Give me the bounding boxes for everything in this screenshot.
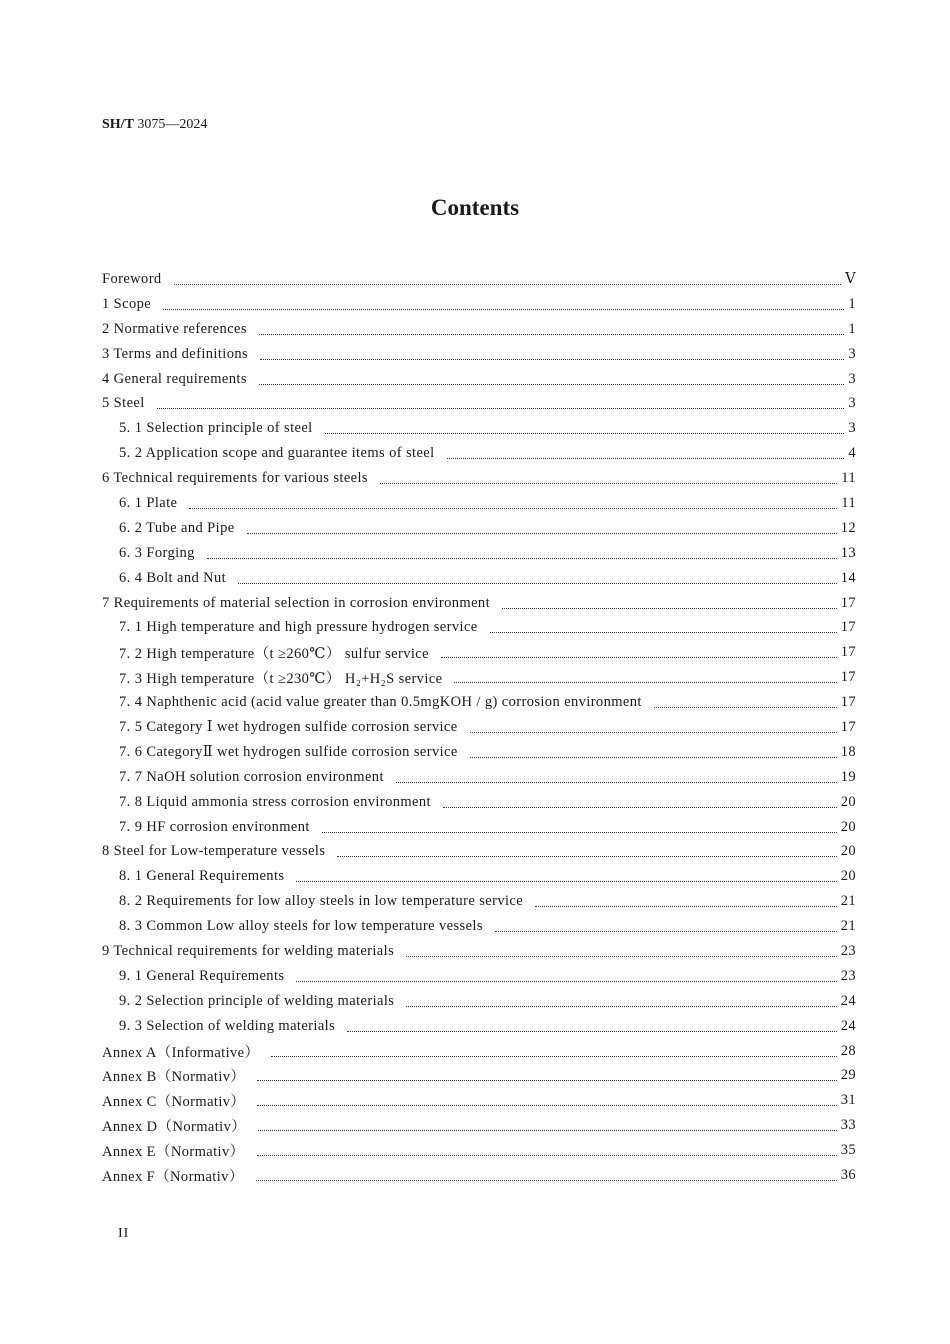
toc-entry-label: 9 Technical requirements for welding materials: [102, 942, 395, 959]
dot-leader: [207, 558, 837, 559]
toc-entry[interactable]: [102, 740, 856, 765]
dot-leader: [470, 757, 837, 758]
toc-entry-label: 9. 2 Selection principle of welding materials: [119, 992, 395, 1009]
toc-entry-label: 9. 1 General Requirements: [119, 967, 285, 984]
dot-leader: [174, 284, 842, 285]
toc-entry-page: 3: [848, 420, 856, 437]
toc-entry[interactable]: [102, 815, 856, 840]
toc-entry[interactable]: [102, 466, 856, 491]
toc-entry-label: 1 Scope: [102, 295, 152, 312]
dot-leader: [258, 1130, 837, 1131]
dot-leader: [470, 732, 837, 733]
toc-entry-label: 4 General requirements: [102, 370, 247, 387]
toc-entry[interactable]: [102, 1113, 856, 1138]
toc-entry-label: 7. 7 NaOH solution corrosion environment: [119, 768, 384, 785]
toc-entry-label: 8. 2 Requirements for low alloy steels in low temperature service: [119, 893, 524, 910]
toc-entry-page: 19: [840, 768, 856, 785]
toc-entry-label: 9. 3 Selection of welding materials: [119, 1017, 336, 1034]
toc-entry-label: 7. 2 High temperature（t ≥260℃） sulfur service: [119, 646, 429, 663]
toc-entry-page: 21: [840, 893, 856, 910]
dot-leader: [256, 1180, 837, 1181]
toc-entry[interactable]: [102, 1014, 856, 1039]
toc-entry-page: 17: [840, 594, 856, 611]
toc-entry[interactable]: [102, 1163, 856, 1188]
toc-entry-label: 7. 8 Liquid ammonia stress corrosion environment: [119, 793, 431, 810]
toc-entry[interactable]: [102, 889, 856, 914]
toc-entry[interactable]: [102, 765, 856, 790]
toc-entry-page: 14: [840, 569, 856, 586]
toc-entry-label: 3 Terms and definitions: [102, 345, 249, 362]
toc-entry-page: 12: [840, 519, 856, 536]
dot-leader: [271, 1056, 836, 1057]
toc-entry[interactable]: [102, 317, 856, 342]
toc-entry[interactable]: [102, 939, 856, 964]
dot-leader: [260, 359, 844, 360]
toc-entry[interactable]: [102, 441, 856, 466]
toc-entry-page: 17: [840, 669, 856, 686]
toc-entry-page: 23: [840, 942, 856, 959]
dot-leader: [447, 458, 845, 459]
toc-entry-page: 17: [840, 694, 856, 711]
document-code-prefix: SH/T: [102, 117, 134, 132]
dot-leader: [380, 483, 837, 484]
toc-entry-label: 2 Normative references: [102, 320, 247, 337]
toc-entry-label: 5. 2 Application scope and guarantee items of steel: [119, 445, 435, 462]
dot-leader: [247, 533, 837, 534]
dot-leader: [406, 956, 837, 957]
dot-leader: [495, 931, 837, 932]
toc-entry[interactable]: [102, 416, 856, 441]
toc-entry-page: 13: [840, 544, 856, 561]
toc-entry[interactable]: [102, 566, 856, 591]
dot-leader: [296, 881, 836, 882]
dot-leader: [238, 583, 837, 584]
toc-entry-label: 6. 4 Bolt and Nut: [119, 569, 227, 586]
toc-entry-page: 18: [840, 743, 856, 760]
toc-entry[interactable]: [102, 989, 856, 1014]
toc-entry-page: 17: [840, 644, 856, 661]
dot-leader: [502, 608, 837, 609]
page-title: Contents: [430, 195, 520, 220]
toc-entry-label: Annex F（Normativ）: [102, 1169, 244, 1185]
toc-entry[interactable]: [102, 491, 856, 516]
toc-entry-page: 24: [840, 1017, 856, 1034]
toc-entry-page: 11: [841, 470, 856, 487]
dot-leader: [490, 632, 837, 633]
dot-leader: [189, 508, 837, 509]
dot-leader: [654, 707, 837, 708]
toc-entry-label: 8 Steel for Low-temperature vessels: [102, 843, 326, 860]
dot-leader: [257, 1155, 837, 1156]
toc-entry-label: 8. 1 General Requirements: [119, 868, 285, 885]
toc-entry-label: Annex B（Normativ）: [102, 1069, 246, 1086]
toc-entry-page: 3: [848, 345, 856, 362]
toc-entry-page: 20: [840, 793, 856, 810]
dot-leader: [396, 782, 837, 783]
toc-entry[interactable]: [102, 715, 856, 740]
dot-leader: [406, 1006, 836, 1007]
toc-entry[interactable]: [102, 790, 856, 815]
toc-entry-page: 4: [848, 445, 856, 462]
toc-entry[interactable]: [102, 964, 856, 989]
toc-entry[interactable]: [102, 1088, 856, 1113]
toc-entry-label: 7 Requirements of material selection in corrosion environment: [102, 594, 491, 611]
toc-entry-label: 5. 1 Selection principle of steel: [119, 420, 313, 437]
toc-entry-page: 11: [841, 494, 856, 511]
toc-entry[interactable]: [102, 690, 856, 715]
toc-entry-label: Annex A（Informative）: [102, 1044, 260, 1061]
toc-entry-page: 3: [848, 395, 856, 412]
toc-entry[interactable]: [102, 591, 856, 616]
dot-leader: [163, 309, 844, 310]
toc-entry-label: 7. 3 High temperature（t ≥230℃） H₂+H₂S service: [119, 671, 443, 688]
dot-leader: [535, 906, 837, 907]
toc-entry-page: 20: [840, 818, 856, 835]
toc-entry-label: 7. 9 HF corrosion environment: [119, 818, 310, 835]
toc-entry-page: 21: [840, 918, 856, 935]
toc-entry[interactable]: [102, 267, 856, 292]
toc-entry[interactable]: [102, 640, 856, 665]
toc-entry[interactable]: [102, 342, 856, 367]
toc-entry-label: 6. 1 Plate: [119, 494, 178, 511]
toc-entry[interactable]: [102, 516, 856, 541]
dot-leader: [454, 682, 836, 683]
dot-leader: [157, 408, 845, 409]
toc-entry-page: 1: [848, 295, 856, 312]
toc-entry-label: Annex E（Normativ）: [102, 1144, 245, 1161]
toc-entry-page: 35: [840, 1142, 856, 1159]
toc-entry[interactable]: [102, 391, 856, 416]
toc-entry-label: 7. 6 CategoryⅡ wet hydrogen sulfide corrosion service: [119, 743, 458, 760]
toc-entry-page: 3: [848, 370, 856, 387]
toc-entry-page: 20: [840, 843, 856, 860]
toc-entry-page: 20: [840, 868, 856, 885]
dot-leader: [443, 807, 837, 808]
toc-entry-label: Annex D（Normativ）: [102, 1119, 247, 1136]
toc-entry-page: 31: [840, 1092, 856, 1109]
toc-entry[interactable]: [102, 1138, 856, 1163]
dot-leader: [322, 832, 837, 833]
toc-entry[interactable]: [102, 292, 856, 317]
toc-entry-page: 33: [840, 1117, 856, 1134]
toc-entry-page: 36: [840, 1167, 856, 1183]
toc-entry-page: Ⅴ: [845, 270, 856, 287]
toc-entry-label: 7. 4 Naphthenic acid (acid value greater than 0.5mgKOH / g) corrosion environment: [119, 694, 642, 711]
toc-entry-page: 24: [840, 992, 856, 1009]
table-of-contents: [102, 267, 856, 1188]
toc-entry-page: 23: [840, 967, 856, 984]
dot-leader: [259, 384, 844, 385]
document-code-number: 3075—2024: [133, 117, 208, 132]
document-code: [102, 117, 207, 133]
toc-entry-label: 7. 5 Category Ⅰ wet hydrogen sulfide corrosion service: [119, 718, 458, 735]
toc-entry-page: 29: [840, 1067, 856, 1084]
dot-leader: [257, 1080, 836, 1081]
dot-leader: [296, 981, 836, 982]
toc-entry-label: 6 Technical requirements for various steels: [102, 470, 368, 487]
toc-entry-page: 28: [840, 1042, 856, 1059]
toc-entry-label: 5 Steel: [102, 395, 145, 412]
dot-leader: [441, 657, 837, 658]
toc-entry-label: 8. 3 Common Low alloy steels for low temperature vessels: [119, 918, 483, 935]
toc-entry-label: 6. 3 Forging: [119, 544, 195, 561]
toc-entry-page: 17: [840, 718, 856, 735]
toc-entry[interactable]: [102, 914, 856, 939]
dot-leader: [259, 334, 844, 335]
toc-entry[interactable]: [102, 864, 856, 889]
toc-entry[interactable]: [102, 1064, 856, 1089]
toc-entry-label: Foreword: [102, 270, 162, 287]
toc-entry-label: 6. 2 Tube and Pipe: [119, 519, 235, 536]
toc-entry-page: 17: [840, 619, 856, 636]
dot-leader: [337, 856, 836, 857]
dot-leader: [347, 1031, 837, 1032]
toc-entry[interactable]: [102, 665, 856, 690]
toc-entry[interactable]: [102, 1039, 856, 1064]
page-number: II: [118, 1226, 130, 1241]
toc-entry[interactable]: [102, 541, 856, 566]
toc-entry-label: Annex C（Normativ）: [102, 1094, 246, 1111]
dot-leader: [257, 1105, 836, 1106]
dot-leader: [325, 433, 845, 434]
toc-entry[interactable]: [102, 615, 856, 640]
toc-entry-page: 1: [848, 320, 856, 337]
toc-entry[interactable]: [102, 367, 856, 392]
toc-entry-label: 7. 1 High temperature and high pressure hydrogen service: [119, 619, 478, 636]
toc-entry[interactable]: [102, 839, 856, 864]
